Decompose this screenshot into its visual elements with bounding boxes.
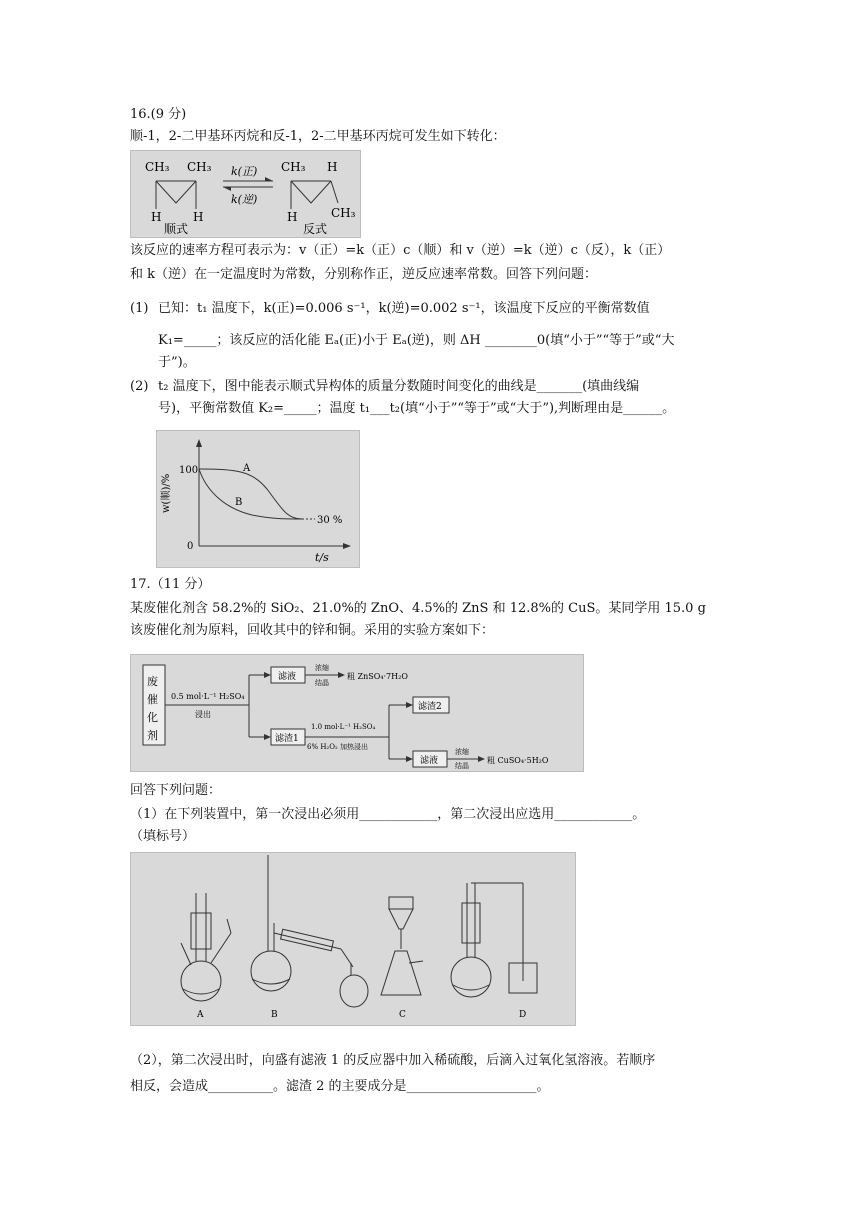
cis-h-right: H	[193, 210, 204, 224]
q16-p1-line1: 已知：t₁ 温度下，k(正)=0.006 s⁻¹，k(逆)=0.002 s⁻¹，该温度下反应的平衡常数值	[158, 301, 650, 316]
flow-conc1-top: 浓缩	[315, 664, 329, 672]
isomerization-scheme	[130, 150, 361, 238]
q16-p1-line3: 于”)。	[158, 355, 196, 370]
q16-rate-line2: 和 k（逆）在一定温度时为常数，分别称作正，逆反应速率常数。回答下列问题：	[130, 267, 598, 282]
recovery-flowchart	[130, 654, 584, 772]
curve-b-label: B	[235, 497, 243, 508]
q17-heading: 17.（11 分）	[130, 577, 211, 592]
q16-p1-line2: K₁=_____；该反应的活化能 Eₐ(正)小于 Eₐ(逆)，则 ΔH ________0(填“小于”“等于”或“大	[158, 333, 675, 348]
q17-s2-line2: 相反，会造成__________。滤渣 2 的主要成分是____________________。	[130, 1079, 550, 1094]
apparatus-b	[251, 855, 368, 1020]
apparatus-b-label: B	[271, 1010, 278, 1020]
cis-ch3-right: CH₃	[187, 160, 212, 174]
flow-conc2-bottom: 结晶	[455, 762, 469, 770]
trans-h-bottom: H	[287, 210, 298, 224]
apparatus-figure-svg	[131, 853, 575, 1025]
apparatus-d	[451, 883, 537, 1020]
cis-h-left: H	[151, 210, 162, 224]
cis-ch3-left: CH₃	[145, 160, 170, 174]
q16-p1-num: (1)	[130, 301, 149, 316]
q17-line2: 该废催化剂为原料，回收其中的锌和铜。采用的实验方案如下：	[130, 623, 495, 638]
mass-fraction-graph	[156, 430, 360, 568]
q16-rate-line1: 该反应的速率方程可表示为：v（正）=k（正）c（顺）和 v（逆）=k（逆）c（反），k（正）	[130, 243, 671, 258]
curve-a-label: A	[243, 463, 251, 474]
flow-start-4: 剂	[147, 729, 158, 742]
flow-filtrate1: 滤液	[278, 672, 297, 682]
apparatus-a-label: A	[197, 1010, 204, 1020]
flow-conc1-bottom: 结晶	[315, 679, 329, 687]
origin-label: 0	[187, 541, 194, 552]
flow-product1: 粗 ZnSO₄·7H₂O	[347, 672, 408, 681]
cis-label: 顺式	[164, 222, 189, 236]
q17-line1: 某废催化剂含 58.2%的 SiO₂、21.0%的 ZnO、4.5%的 ZnS 和 12.8%的 CuS。某同学用 15.0 g	[130, 601, 706, 616]
trans-h-top: H	[327, 160, 338, 174]
flow-conc2-top: 浓缩	[455, 748, 469, 756]
y-axis-label: w(顺)/%	[161, 473, 172, 513]
q16-p2-num: (2)	[130, 379, 149, 394]
q17-s1-line1: （1）在下列装置中，第一次浸出必须用____________，第二次浸出应选用____________。	[130, 807, 646, 822]
apparatus-figure	[130, 852, 576, 1026]
flow-product2: 粗 CuSO₄·5H₂O	[487, 756, 549, 765]
flow-step1-reagent: 0.5 mol·L⁻¹ H₂SO₄	[171, 692, 245, 701]
isomerization-scheme-svg	[131, 151, 360, 237]
flow-start-3: 化	[147, 711, 158, 724]
flow-filtrate2: 滤液	[420, 756, 439, 766]
flow-residue1: 滤渣1	[275, 734, 299, 744]
k-forward-label: k(正)	[231, 165, 258, 178]
curve-b	[199, 469, 302, 519]
q17-s2-line1: （2），第二次浸出时，向盛有滤液 1 的反应器中加入稀硫酸，后滴入过氧化氢溶液。若顺序	[130, 1053, 656, 1068]
mass-fraction-graph-svg	[157, 431, 359, 567]
trans-label: 反式	[303, 222, 328, 236]
apparatus-c	[381, 897, 423, 1020]
apparatus-a	[181, 893, 231, 1020]
flow-start-2: 催	[147, 693, 158, 706]
asymptote-label: 30 %	[317, 515, 343, 526]
q16-p2-line1: t₂ 温度下，图中能表示顺式异构体的质量分数随时间变化的曲线是_______(填曲线编	[158, 379, 640, 394]
flow-step2-action: 6% H₂O₂ 加热浸出	[307, 743, 369, 751]
trans-ch3-bottom: CH₃	[331, 206, 356, 220]
apparatus-c-label: C	[399, 1010, 406, 1020]
apparatus-d-label: D	[519, 1010, 527, 1020]
y-tick-100: 100	[179, 465, 199, 476]
q16-heading: 16.(9 分)	[130, 107, 187, 122]
flow-start-1: 废	[147, 675, 158, 688]
q16-p2-line2: 号)，平衡常数值 K₂=_____；温度 t₁___t₂(填“小于”“等于”或“大于”),判断理由是______。	[158, 401, 676, 416]
q17-answer-prompt: 回答下列问题：	[130, 783, 222, 798]
flow-step1-action: 浸出	[195, 710, 211, 719]
flow-residue2: 滤渣2	[418, 702, 442, 712]
x-axis-label: t/s	[315, 551, 329, 564]
trans-ch3-top: CH₃	[281, 160, 306, 174]
recovery-flowchart-svg	[131, 655, 583, 771]
q17-s1-line2: （填标号）	[130, 829, 196, 844]
flow-step2-reagent: 1.0 mol·L⁻¹ H₂SO₄	[311, 723, 376, 731]
q16-intro: 顺-1，2-二甲基环丙烷和反-1，2-二甲基环丙烷可发生如下转化：	[130, 129, 506, 144]
k-reverse-label: k(逆)	[231, 193, 258, 206]
